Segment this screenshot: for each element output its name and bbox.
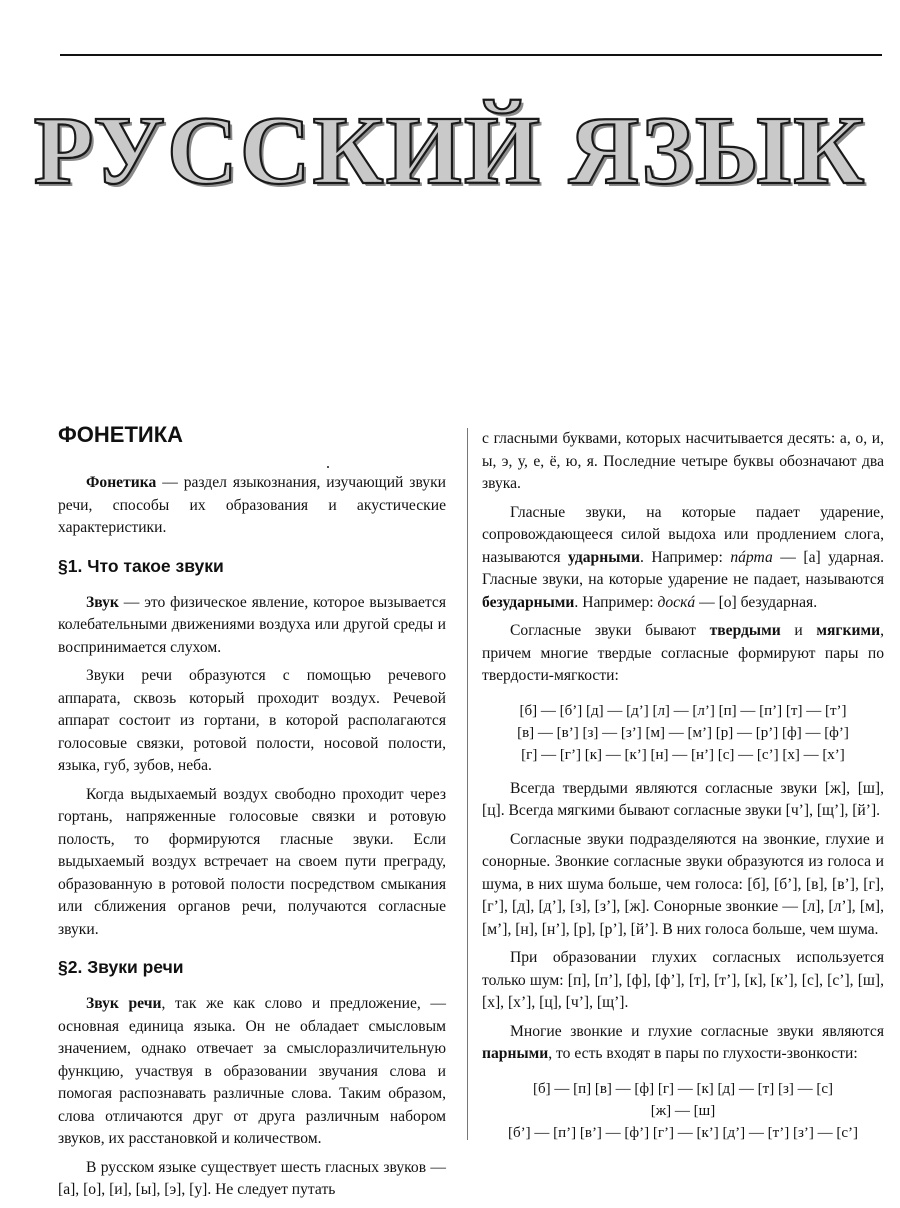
column-divider <box>467 428 468 1140</box>
r-p2-f: — [о] безударная. <box>695 593 818 611</box>
r-paragraph-2 <box>482 502 884 615</box>
right-column <box>482 428 884 1156</box>
r-p2-d: — [а] ударная. Гласные звуки, на которые ударение не падает, называются <box>482 548 884 588</box>
term-unstressed: безударными <box>482 593 575 611</box>
term-speech-sound: Звук речи <box>86 995 162 1012</box>
s1-paragraph-3: Когда выдыхаемый воздух свободно проходит через гортань, напряженные голосовые связки и ротовую полость, то формируются гласные звуки. Если выдыхаемый воздух встречает на своем пути преграду, образованную в ротовой полости посредством смыкания или сближения органов речи, получаются согласные звуки. <box>58 785 446 938</box>
s1-p1-text: — это физическое явление, которое вызывается колебательными движениями воздуха или другой среды и воспринимается слухом. <box>58 593 446 656</box>
term-paired: парными <box>482 1045 549 1062</box>
r-p3-mid: и <box>780 622 817 639</box>
term-stressed: ударными <box>568 548 640 566</box>
pair-line: [б] — [б’] [д] — [д’] [л] — [л’] [п] — [п’] [т] — [т’] <box>519 702 847 719</box>
pair-line: [ж] — [ш] <box>650 1102 716 1119</box>
r-paragraph-5: Согласные звуки подразделяются на звонкие, глухие и сонорные. Звонкие согласные звуки образуются из голоса и шума, в них шума больше, чем голоса: [б], [б’], [в], [в’], [г], [г’], [д], [д’], [з], [з’], [ж]. Сонорные звонкие — [л], [л’], [м], [м’], [н], [н’], [р], [р’], [й’]. В них голоса больше, чем шума. <box>482 830 884 938</box>
r-paragraph-4: Всегда твердыми являются согласные звуки [ж], [ш], [ц]. Всегда мягкими бывают согласные звуки [ч’], [щ’], [й’]. <box>482 779 884 819</box>
r-p3-c: , причем многие твердые согласные формируют пары по твердости-мягкости: <box>482 622 884 684</box>
heading-s2: §2. Звуки речи <box>58 957 184 977</box>
term-phonetics: Фонетика <box>86 474 157 491</box>
example-parta: пáрта <box>730 548 773 566</box>
r-p7-c: , то есть входят в пары по глухости-звонкости: <box>548 1045 858 1062</box>
s2-paragraph-1 <box>58 993 446 1151</box>
term-sound: Звук <box>86 593 119 611</box>
section-title-phonetics: ФОНЕТИКА <box>58 422 184 447</box>
term-soft: мягкими <box>816 622 881 639</box>
r-p3-a: Согласные звуки бывают <box>510 622 710 639</box>
r-p7-a: Многие звонкие и глухие согласные звуки являются <box>510 1022 884 1040</box>
pair-line: [б’] — [п’] [в’] — [ф’] [г’] — [к’] [д’] — [т’] [з’] — [с’] <box>507 1124 859 1141</box>
hard-soft-pairs <box>482 700 884 766</box>
pair-line: [б] — [п] [в] — [ф] [г] — [к] [д] — [т] [з] — [с] <box>532 1080 834 1097</box>
example-doska: доскá <box>657 593 696 611</box>
r-paragraph-7 <box>482 1021 884 1066</box>
intro-paragraph <box>58 472 446 540</box>
page-title: РУССКИЙ ЯЗЫК <box>33 97 867 205</box>
r-p2-e: . Например: <box>574 593 658 611</box>
s2-p1-text: , так же как слово и предложение, — основная единица языка. Он не обладает смысловым значением, однако отвечает за смыслоразличительную функцию, участвуя в образовании звучания слова и помогая распознавать различные слова. Таким образом, слова отличаются друг от друга различным набором звуков, их расстановкой и количеством. <box>58 995 446 1147</box>
term-hard: твердыми <box>709 622 781 639</box>
s1-paragraph-2: Звуки речи образуются с помощью речевого аппарата, сквозь который проходит воздух. Речевой аппарат состоит из гортани, в которой располагаются голосовые связки, ротовой полости, носовой полости, языка, губ, зубов, неба. <box>58 667 446 774</box>
r-paragraph-3 <box>482 620 884 688</box>
heading-s1: §1. Что такое звуки <box>58 555 224 576</box>
s2-paragraph-2: В русском языке существует шесть гласных звуков — [а], [о], [и], [ы], [э], [у]. Не следует путать <box>58 1158 446 1198</box>
r-paragraph-1: с гласными буквами, которых насчитывается десять: а, о, и, ы, э, у, е, ё, ю, я. Последние четыре буквы обозначают два звука. <box>482 430 884 492</box>
voice-pairs <box>482 1078 884 1144</box>
r-p2-a: Гласные звуки, на которые падает ударение, сопровождающееся силой выдоха или продлением слога, называются <box>482 503 884 566</box>
left-column <box>58 420 446 1208</box>
pair-line: [в] — [в’] [з] — [з’] [м] — [м’] [р] — [р’] [ф] — [ф’] <box>517 724 849 741</box>
pair-line: [г] — [г’] [к] — [к’] [н] — [н’] [с] — [с’] [х] — [х’] <box>521 746 845 763</box>
r-p2-c: . Например: <box>640 548 731 566</box>
top-rule <box>60 54 882 56</box>
s1-paragraph-1 <box>58 592 446 660</box>
r-paragraph-6: При образовании глухих согласных используется только шум: [п], [п’], [ф], [ф’], [т], [т’], [к], [к’], [с], [с’], [ш], [х], [х’], [ц], [ч’], [щ’]. <box>482 949 884 1011</box>
intro-text: — раздел языкознания, изучающий звуки речи, способы их образования и акустические характеристики. <box>58 474 446 536</box>
